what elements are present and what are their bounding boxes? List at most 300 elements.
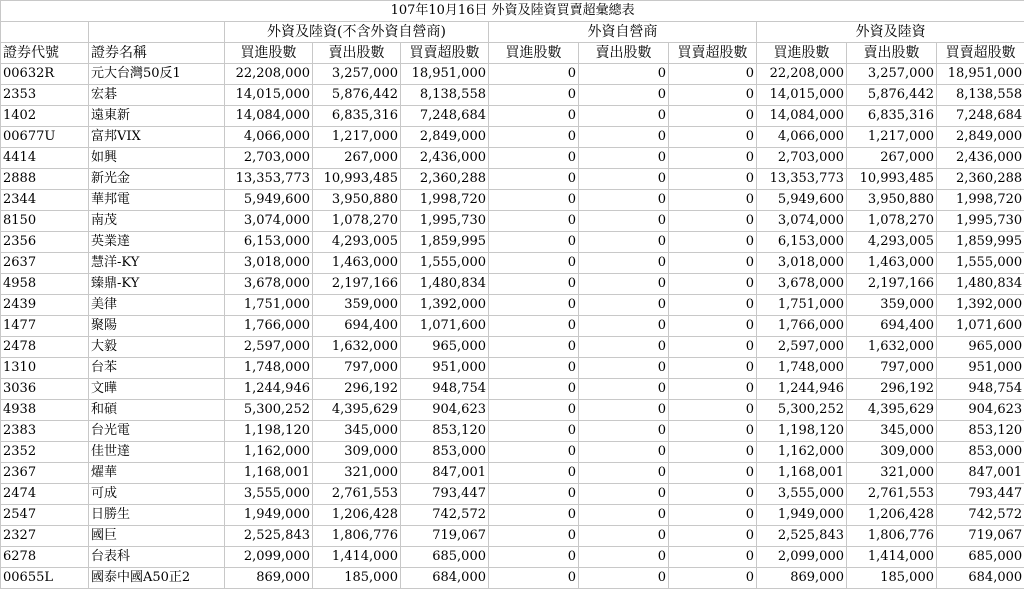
value-cell: 951,000: [401, 358, 489, 379]
value-cell: 2,849,000: [937, 127, 1024, 148]
value-cell: 742,572: [937, 505, 1024, 526]
value-cell: 1,748,000: [757, 358, 847, 379]
value-cell: 0: [579, 253, 669, 274]
value-cell: 1,168,001: [225, 463, 313, 484]
stock-name-cell: 如興: [89, 148, 225, 169]
value-cell: 0: [669, 358, 757, 379]
stock-name-cell: 台表科: [89, 547, 225, 568]
value-cell: 1,766,000: [225, 316, 313, 337]
column-header: 證券名稱: [89, 43, 225, 64]
value-cell: 1,859,995: [937, 232, 1024, 253]
stock-code-cell: 8150: [1, 211, 89, 232]
table-row: [1, 253, 1024, 274]
table-row: [1, 190, 1024, 211]
table-row: [1, 379, 1024, 400]
value-cell: 1,480,834: [401, 274, 489, 295]
stock-name-cell: 佳世達: [89, 442, 225, 463]
table-row: [1, 295, 1024, 316]
value-cell: 0: [579, 337, 669, 358]
value-cell: 345,000: [313, 421, 401, 442]
value-cell: 1,949,000: [757, 505, 847, 526]
value-cell: 0: [489, 442, 579, 463]
value-cell: 5,300,252: [757, 400, 847, 421]
table-row: [1, 442, 1024, 463]
value-cell: 10,993,485: [847, 169, 937, 190]
value-cell: 0: [579, 211, 669, 232]
value-cell: 1,766,000: [757, 316, 847, 337]
value-cell: 1,217,000: [847, 127, 937, 148]
value-cell: 847,001: [401, 463, 489, 484]
value-cell: 1,998,720: [937, 190, 1024, 211]
value-cell: 1,198,120: [757, 421, 847, 442]
value-cell: 2,761,553: [847, 484, 937, 505]
value-cell: 948,754: [937, 379, 1024, 400]
value-cell: 1,206,428: [313, 505, 401, 526]
value-cell: 359,000: [313, 295, 401, 316]
value-cell: 951,000: [937, 358, 1024, 379]
value-cell: 3,950,880: [313, 190, 401, 211]
report-title: 107年10月16日 外資及陸資買賣超彙總表: [1, 1, 1024, 22]
value-cell: 1,078,270: [847, 211, 937, 232]
value-cell: 793,447: [401, 484, 489, 505]
value-cell: 0: [489, 295, 579, 316]
stock-name-cell: 國巨: [89, 526, 225, 547]
value-cell: 0: [579, 106, 669, 127]
value-cell: 0: [489, 253, 579, 274]
column-header: 賣出股數: [313, 43, 401, 64]
stock-code-cell: 2327: [1, 526, 89, 547]
value-cell: 0: [579, 400, 669, 421]
value-cell: 8,138,558: [937, 85, 1024, 106]
value-cell: 3,950,880: [847, 190, 937, 211]
stock-name-cell: 日勝生: [89, 505, 225, 526]
value-cell: 0: [579, 274, 669, 295]
stock-code-cell: 2637: [1, 253, 89, 274]
value-cell: 0: [489, 169, 579, 190]
value-cell: 0: [669, 316, 757, 337]
value-cell: 0: [579, 127, 669, 148]
value-cell: 0: [489, 106, 579, 127]
value-cell: 0: [579, 505, 669, 526]
value-cell: 2,525,843: [225, 526, 313, 547]
value-cell: 0: [579, 463, 669, 484]
value-cell: 2,436,000: [401, 148, 489, 169]
value-cell: 2,360,288: [937, 169, 1024, 190]
value-cell: 296,192: [313, 379, 401, 400]
value-cell: 3,018,000: [225, 253, 313, 274]
value-cell: 797,000: [847, 358, 937, 379]
value-cell: 0: [489, 421, 579, 442]
value-cell: 2,436,000: [937, 148, 1024, 169]
table-row: [1, 505, 1024, 526]
value-cell: 853,000: [401, 442, 489, 463]
value-cell: 1,168,001: [757, 463, 847, 484]
value-cell: 0: [579, 85, 669, 106]
table-row: [1, 211, 1024, 232]
stock-code-cell: 2353: [1, 85, 89, 106]
value-cell: 0: [579, 568, 669, 589]
value-cell: 0: [669, 505, 757, 526]
value-cell: 1,414,000: [847, 547, 937, 568]
value-cell: 7,248,684: [937, 106, 1024, 127]
value-cell: 18,951,000: [401, 64, 489, 85]
stock-name-cell: 華邦電: [89, 190, 225, 211]
value-cell: 22,208,000: [757, 64, 847, 85]
stock-name-cell: 臻鼎-KY: [89, 274, 225, 295]
stock-name-cell: 新光金: [89, 169, 225, 190]
value-cell: 0: [669, 148, 757, 169]
table-row: [1, 274, 1024, 295]
value-cell: 4,395,629: [313, 400, 401, 421]
group-header-foreign-excl-dealer: 外資及陸資(不含外資自營商): [225, 22, 489, 43]
value-cell: 3,678,000: [225, 274, 313, 295]
value-cell: 0: [579, 484, 669, 505]
value-cell: 3,074,000: [225, 211, 313, 232]
value-cell: 3,555,000: [757, 484, 847, 505]
value-cell: 3,018,000: [757, 253, 847, 274]
value-cell: 0: [579, 148, 669, 169]
value-cell: 0: [669, 337, 757, 358]
stock-name-cell: 文曄: [89, 379, 225, 400]
value-cell: 742,572: [401, 505, 489, 526]
stock-code-cell: 2367: [1, 463, 89, 484]
value-cell: 2,197,166: [847, 274, 937, 295]
value-cell: 10,993,485: [313, 169, 401, 190]
stock-code-cell: 2356: [1, 232, 89, 253]
stock-name-cell: 台光電: [89, 421, 225, 442]
value-cell: 0: [579, 358, 669, 379]
value-cell: 1,392,000: [937, 295, 1024, 316]
value-cell: 2,597,000: [225, 337, 313, 358]
column-header: 買進股數: [757, 43, 847, 64]
stock-code-cell: 2383: [1, 421, 89, 442]
value-cell: 1,071,600: [937, 316, 1024, 337]
value-cell: 965,000: [401, 337, 489, 358]
table-row: [1, 358, 1024, 379]
value-cell: 0: [669, 127, 757, 148]
value-cell: 684,000: [937, 568, 1024, 589]
stock-name-cell: 大毅: [89, 337, 225, 358]
value-cell: 14,084,000: [757, 106, 847, 127]
table-row: [1, 148, 1024, 169]
value-cell: 694,400: [847, 316, 937, 337]
value-cell: 1,859,995: [401, 232, 489, 253]
title-row: [1, 1, 1024, 22]
value-cell: 1,632,000: [847, 337, 937, 358]
value-cell: 1,995,730: [937, 211, 1024, 232]
value-cell: 4,066,000: [225, 127, 313, 148]
value-cell: 185,000: [313, 568, 401, 589]
value-cell: 0: [579, 295, 669, 316]
value-cell: 1,206,428: [847, 505, 937, 526]
value-cell: 965,000: [937, 337, 1024, 358]
value-cell: 0: [669, 484, 757, 505]
table-row: [1, 421, 1024, 442]
value-cell: 14,084,000: [225, 106, 313, 127]
value-cell: 1,806,776: [847, 526, 937, 547]
value-cell: 1,555,000: [937, 253, 1024, 274]
value-cell: 1,806,776: [313, 526, 401, 547]
column-header: 買進股數: [489, 43, 579, 64]
value-cell: 1,949,000: [225, 505, 313, 526]
value-cell: 0: [489, 85, 579, 106]
value-cell: 1,632,000: [313, 337, 401, 358]
value-cell: 869,000: [225, 568, 313, 589]
value-cell: 1,244,946: [225, 379, 313, 400]
table-row: [1, 526, 1024, 547]
value-cell: 2,761,553: [313, 484, 401, 505]
value-cell: 0: [579, 190, 669, 211]
value-cell: 0: [489, 484, 579, 505]
value-cell: 904,623: [401, 400, 489, 421]
value-cell: 5,876,442: [313, 85, 401, 106]
value-cell: 8,138,558: [401, 85, 489, 106]
value-cell: 0: [669, 568, 757, 589]
table-row: [1, 337, 1024, 358]
value-cell: 0: [669, 106, 757, 127]
table-row: [1, 169, 1024, 190]
table-row: [1, 463, 1024, 484]
value-cell: 0: [489, 463, 579, 484]
stock-name-cell: 聚陽: [89, 316, 225, 337]
value-cell: 3,678,000: [757, 274, 847, 295]
table-row: [1, 400, 1024, 421]
value-cell: 4,066,000: [757, 127, 847, 148]
value-cell: 0: [579, 547, 669, 568]
value-cell: 0: [489, 379, 579, 400]
value-cell: 0: [489, 358, 579, 379]
value-cell: 0: [669, 85, 757, 106]
value-cell: 13,353,773: [757, 169, 847, 190]
value-cell: 719,067: [401, 526, 489, 547]
blank-cell: [1, 22, 89, 43]
value-cell: 1,751,000: [225, 295, 313, 316]
value-cell: 2,099,000: [225, 547, 313, 568]
value-cell: 2,099,000: [757, 547, 847, 568]
stock-code-cell: 00655L: [1, 568, 89, 589]
column-header: 賣出股數: [579, 43, 669, 64]
value-cell: 869,000: [757, 568, 847, 589]
value-cell: 0: [489, 190, 579, 211]
value-cell: 3,555,000: [225, 484, 313, 505]
value-cell: 5,876,442: [847, 85, 937, 106]
value-cell: 0: [669, 190, 757, 211]
stock-code-cell: 00632R: [1, 64, 89, 85]
table-row: [1, 316, 1024, 337]
value-cell: 0: [669, 379, 757, 400]
stock-code-cell: 1477: [1, 316, 89, 337]
stock-code-cell: 1402: [1, 106, 89, 127]
value-cell: 2,525,843: [757, 526, 847, 547]
value-cell: 0: [669, 526, 757, 547]
value-cell: 0: [489, 211, 579, 232]
value-cell: 1,998,720: [401, 190, 489, 211]
value-cell: 904,623: [937, 400, 1024, 421]
value-cell: 685,000: [937, 547, 1024, 568]
stock-name-cell: 宏碁: [89, 85, 225, 106]
stock-name-cell: 元大台灣50反1: [89, 64, 225, 85]
value-cell: 1,244,946: [757, 379, 847, 400]
value-cell: 1,463,000: [847, 253, 937, 274]
stock-name-cell: 可成: [89, 484, 225, 505]
value-cell: 2,597,000: [757, 337, 847, 358]
value-cell: 6,153,000: [757, 232, 847, 253]
value-cell: 1,162,000: [757, 442, 847, 463]
stock-code-cell: 1310: [1, 358, 89, 379]
stock-code-cell: 00677U: [1, 127, 89, 148]
value-cell: 267,000: [847, 148, 937, 169]
value-cell: 4,293,005: [313, 232, 401, 253]
value-cell: 1,414,000: [313, 547, 401, 568]
table-row: [1, 127, 1024, 148]
value-cell: 0: [579, 64, 669, 85]
value-cell: 0: [489, 505, 579, 526]
value-cell: 1,071,600: [401, 316, 489, 337]
value-cell: 0: [669, 232, 757, 253]
value-cell: 2,849,000: [401, 127, 489, 148]
value-cell: 0: [489, 568, 579, 589]
value-cell: 0: [669, 64, 757, 85]
value-cell: 853,120: [401, 421, 489, 442]
value-cell: 13,353,773: [225, 169, 313, 190]
value-cell: 0: [669, 211, 757, 232]
stock-code-cell: 2352: [1, 442, 89, 463]
value-cell: 3,257,000: [313, 64, 401, 85]
value-cell: 0: [669, 400, 757, 421]
table-row: [1, 232, 1024, 253]
stock-code-cell: 4958: [1, 274, 89, 295]
value-cell: 321,000: [313, 463, 401, 484]
value-cell: 4,293,005: [847, 232, 937, 253]
value-cell: 0: [579, 526, 669, 547]
column-header: 買賣超股數: [401, 43, 489, 64]
value-cell: 0: [489, 64, 579, 85]
value-cell: 3,074,000: [757, 211, 847, 232]
value-cell: 321,000: [847, 463, 937, 484]
stock-name-cell: 台苯: [89, 358, 225, 379]
table-row: [1, 64, 1024, 85]
stock-code-cell: 3036: [1, 379, 89, 400]
value-cell: 1,555,000: [401, 253, 489, 274]
value-cell: 0: [669, 463, 757, 484]
group-header-foreign-total: 外資及陸資: [757, 22, 1024, 43]
value-cell: 685,000: [401, 547, 489, 568]
value-cell: 359,000: [847, 295, 937, 316]
stock-name-cell: 南茂: [89, 211, 225, 232]
value-cell: 296,192: [847, 379, 937, 400]
table-row: [1, 568, 1024, 589]
value-cell: 0: [489, 316, 579, 337]
value-cell: 0: [579, 442, 669, 463]
value-cell: 14,015,000: [225, 85, 313, 106]
column-header: 買賣超股數: [937, 43, 1024, 64]
value-cell: 6,835,316: [313, 106, 401, 127]
column-header-row: [1, 43, 1024, 64]
value-cell: 0: [669, 169, 757, 190]
stock-name-cell: 美律: [89, 295, 225, 316]
column-header: 證券代號: [1, 43, 89, 64]
table-row: [1, 484, 1024, 505]
value-cell: 0: [489, 400, 579, 421]
value-cell: 948,754: [401, 379, 489, 400]
value-cell: 0: [579, 169, 669, 190]
value-cell: 1,751,000: [757, 295, 847, 316]
value-cell: 0: [489, 148, 579, 169]
value-cell: 694,400: [313, 316, 401, 337]
stock-code-cell: 2344: [1, 190, 89, 211]
value-cell: 1,480,834: [937, 274, 1024, 295]
value-cell: 2,703,000: [757, 148, 847, 169]
value-cell: 0: [579, 379, 669, 400]
value-cell: 18,951,000: [937, 64, 1024, 85]
value-cell: 1,078,270: [313, 211, 401, 232]
value-cell: 847,001: [937, 463, 1024, 484]
value-cell: 6,835,316: [847, 106, 937, 127]
value-cell: 0: [489, 274, 579, 295]
blank-cell: [89, 22, 225, 43]
stock-name-cell: 國泰中國A50正2: [89, 568, 225, 589]
value-cell: 1,392,000: [401, 295, 489, 316]
table-row: [1, 85, 1024, 106]
value-cell: 0: [669, 442, 757, 463]
value-cell: 345,000: [847, 421, 937, 442]
stock-name-cell: 遠東新: [89, 106, 225, 127]
value-cell: 185,000: [847, 568, 937, 589]
column-header: 買賣超股數: [669, 43, 757, 64]
value-cell: 5,949,600: [225, 190, 313, 211]
value-cell: 1,198,120: [225, 421, 313, 442]
value-cell: 2,197,166: [313, 274, 401, 295]
value-cell: 0: [669, 274, 757, 295]
stock-code-cell: 4414: [1, 148, 89, 169]
value-cell: 0: [489, 526, 579, 547]
value-cell: 14,015,000: [757, 85, 847, 106]
value-cell: 5,300,252: [225, 400, 313, 421]
column-header: 買進股數: [225, 43, 313, 64]
value-cell: 309,000: [847, 442, 937, 463]
value-cell: 0: [579, 316, 669, 337]
value-cell: 0: [669, 421, 757, 442]
value-cell: 7,248,684: [401, 106, 489, 127]
stock-code-cell: 2888: [1, 169, 89, 190]
value-cell: 0: [489, 337, 579, 358]
stock-code-cell: 4938: [1, 400, 89, 421]
table-row: [1, 106, 1024, 127]
stock-code-cell: 2547: [1, 505, 89, 526]
value-cell: 5,949,600: [757, 190, 847, 211]
stock-code-cell: 2474: [1, 484, 89, 505]
value-cell: 3,257,000: [847, 64, 937, 85]
table-row: [1, 547, 1024, 568]
value-cell: 797,000: [313, 358, 401, 379]
value-cell: 0: [669, 547, 757, 568]
stock-name-cell: 英業達: [89, 232, 225, 253]
value-cell: 719,067: [937, 526, 1024, 547]
value-cell: 1,995,730: [401, 211, 489, 232]
value-cell: 1,748,000: [225, 358, 313, 379]
value-cell: 684,000: [401, 568, 489, 589]
stock-name-cell: 和碩: [89, 400, 225, 421]
stock-code-cell: 2439: [1, 295, 89, 316]
value-cell: 0: [669, 295, 757, 316]
stock-name-cell: 燿華: [89, 463, 225, 484]
value-cell: 0: [579, 232, 669, 253]
value-cell: 4,395,629: [847, 400, 937, 421]
group-header-row: [1, 22, 1024, 43]
value-cell: 0: [489, 547, 579, 568]
value-cell: 1,162,000: [225, 442, 313, 463]
value-cell: 267,000: [313, 148, 401, 169]
